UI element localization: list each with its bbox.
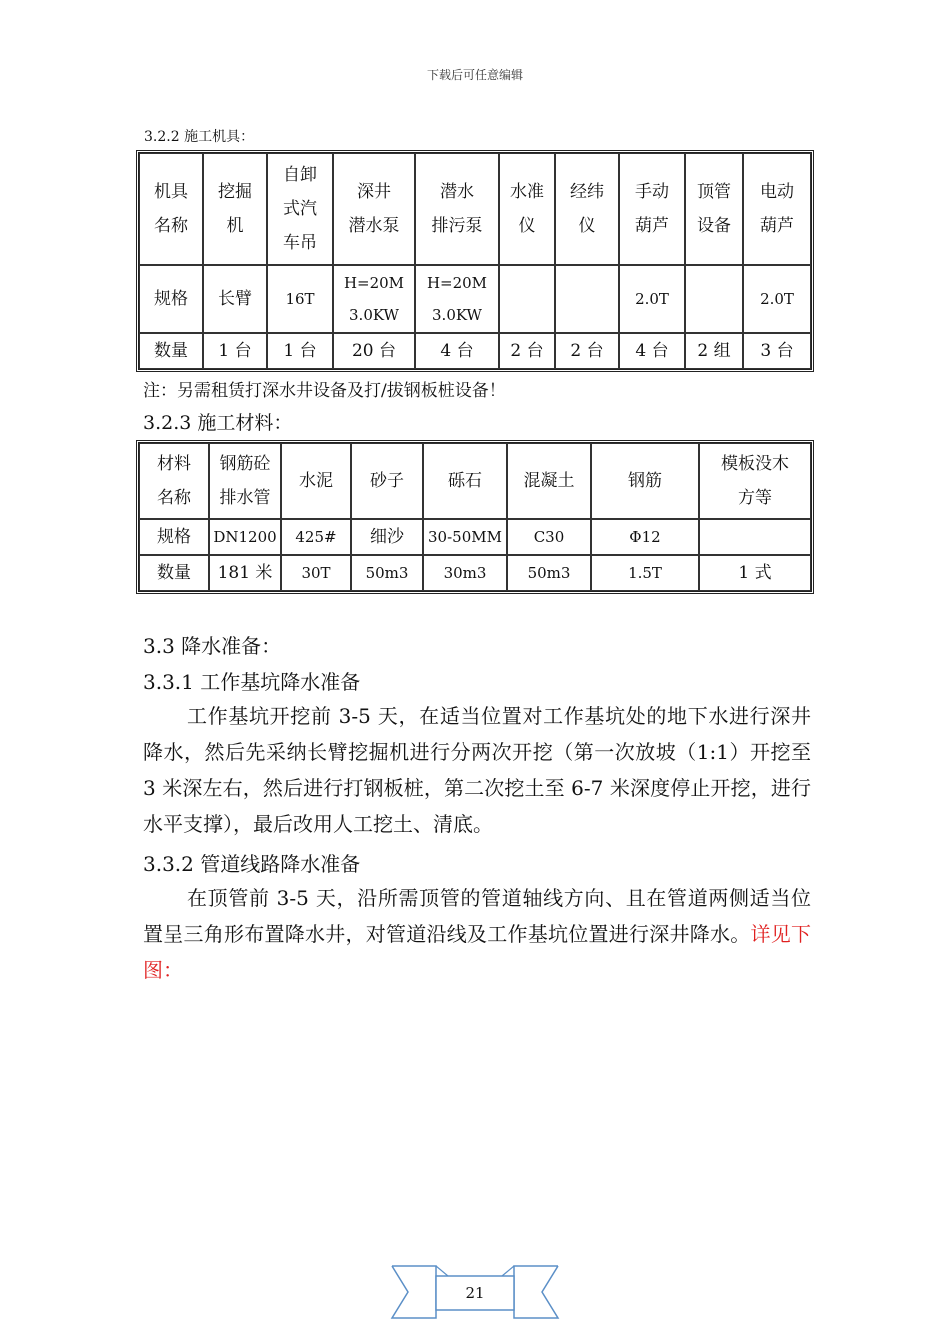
- table-cell: 4 台: [619, 333, 685, 369]
- table-cell: 规格: [139, 519, 209, 555]
- table-header-cell: 手动 葫芦: [619, 153, 685, 265]
- table-cell: Φ12: [591, 519, 699, 555]
- table-header-cell: 材料 名称: [139, 443, 209, 519]
- materials-header-row: [139, 443, 811, 519]
- table-cell: 30T: [281, 555, 351, 591]
- table-header-cell: 钢筋砼 排水管: [209, 443, 281, 519]
- table-cell: 4 台: [415, 333, 499, 369]
- header-note: 下载后可任意编辑: [426, 68, 523, 82]
- table-cell: 50m3: [351, 555, 423, 591]
- table-header-cell: 钢筋: [591, 443, 699, 519]
- tools-table: [136, 150, 814, 372]
- table-cell: [685, 265, 743, 333]
- table-header-cell: 自卸 式汽 车吊: [267, 153, 333, 265]
- section-323-label: 3.2.3 施工材料：: [143, 412, 293, 434]
- table-header-cell: 顶管 设备: [685, 153, 743, 265]
- table-header-cell: 深井 潜水泵: [333, 153, 415, 265]
- section-332-title: 3.3.2 管道线路降水准备: [143, 852, 361, 876]
- table-cell: 425#: [281, 519, 351, 555]
- table-cell: DN1200: [209, 519, 281, 555]
- table-cell: 长臂: [203, 265, 267, 333]
- table-cell: 50m3: [507, 555, 591, 591]
- table-cell: 2.0T: [619, 265, 685, 333]
- table-cell: 规格: [139, 265, 203, 333]
- table-cell: [499, 265, 555, 333]
- section-331-body: [143, 698, 811, 842]
- table-cell: [555, 265, 619, 333]
- tools-qty-row: [139, 333, 811, 369]
- table-header-cell: 经纬 仪: [555, 153, 619, 265]
- table-cell: 1 台: [203, 333, 267, 369]
- table-cell: 1.5T: [591, 555, 699, 591]
- table-header-cell: 混凝土: [507, 443, 591, 519]
- table-cell: C30: [507, 519, 591, 555]
- table-header-cell: 电动 葫芦: [743, 153, 811, 265]
- materials-table: [136, 440, 814, 594]
- page-number: 21: [465, 1284, 485, 1302]
- paragraph-text: 在顶管前 3-5 天，沿所需顶管的管道轴线方向、且在管道两侧适当位置呈三角形布置降水井，对管道沿线及工作基坑位置进行深井降水。: [143, 886, 811, 946]
- table-cell: 30-50MM: [423, 519, 507, 555]
- paragraph-text: 工作基坑开挖前 3-5 天，在适当位置对工作基坑处的地下水进行深井降水，然后先采纳长臂挖掘机进行分两次开挖（第一次放坡（1:1）开挖至 3 米深左右，然后进行打钢板桩，第二次挖土至 6-7 米深度停止开挖，进行水平支撑），最后改用人工挖土、清底。: [143, 704, 811, 836]
- section-322-label: 3.2.2 施工机具：: [144, 129, 255, 145]
- table-header-cell: 砾石: [423, 443, 507, 519]
- see-below-highlight: 详见下图：: [143, 922, 811, 982]
- table-cell: 数量: [139, 555, 209, 591]
- table-cell: 1 台: [267, 333, 333, 369]
- table-cell: 16T: [267, 265, 333, 333]
- table-cell: [699, 519, 811, 555]
- tools-spec-row: [139, 265, 811, 333]
- table-cell: 30m3: [423, 555, 507, 591]
- tools-header-row: [139, 153, 811, 265]
- table-cell: 2 台: [499, 333, 555, 369]
- materials-spec-row: [139, 519, 811, 555]
- table-header-cell: 模板没木 方等: [699, 443, 811, 519]
- table-cell: 20 台: [333, 333, 415, 369]
- section-331-title: 3.3.1 工作基坑降水准备: [143, 670, 361, 694]
- table-cell: 2.0T: [743, 265, 811, 333]
- table-header-cell: 挖掘 机: [203, 153, 267, 265]
- table-cell: 181 米: [209, 555, 281, 591]
- materials-qty-row: [139, 555, 811, 591]
- table-header-cell: 潜水 排污泵: [415, 153, 499, 265]
- table-cell: 2 组: [685, 333, 743, 369]
- table-header-cell: 机具 名称: [139, 153, 203, 265]
- table-cell: 1 式: [699, 555, 811, 591]
- table-cell: 细沙: [351, 519, 423, 555]
- table-cell: 数量: [139, 333, 203, 369]
- section-33-title: 3.3 降水准备：: [143, 634, 282, 658]
- table-header-cell: 砂子: [351, 443, 423, 519]
- table-cell: 2 台: [555, 333, 619, 369]
- table-cell: H=20M 3.0KW: [415, 265, 499, 333]
- table-cell: H=20M 3.0KW: [333, 265, 415, 333]
- table-cell: 3 台: [743, 333, 811, 369]
- table-header-cell: 水泥: [281, 443, 351, 519]
- table-header-cell: 水准 仪: [499, 153, 555, 265]
- tools-note: 注：另需租赁打深水井设备及打/拔钢板桩设备！: [143, 381, 506, 401]
- section-332-body: [143, 880, 811, 988]
